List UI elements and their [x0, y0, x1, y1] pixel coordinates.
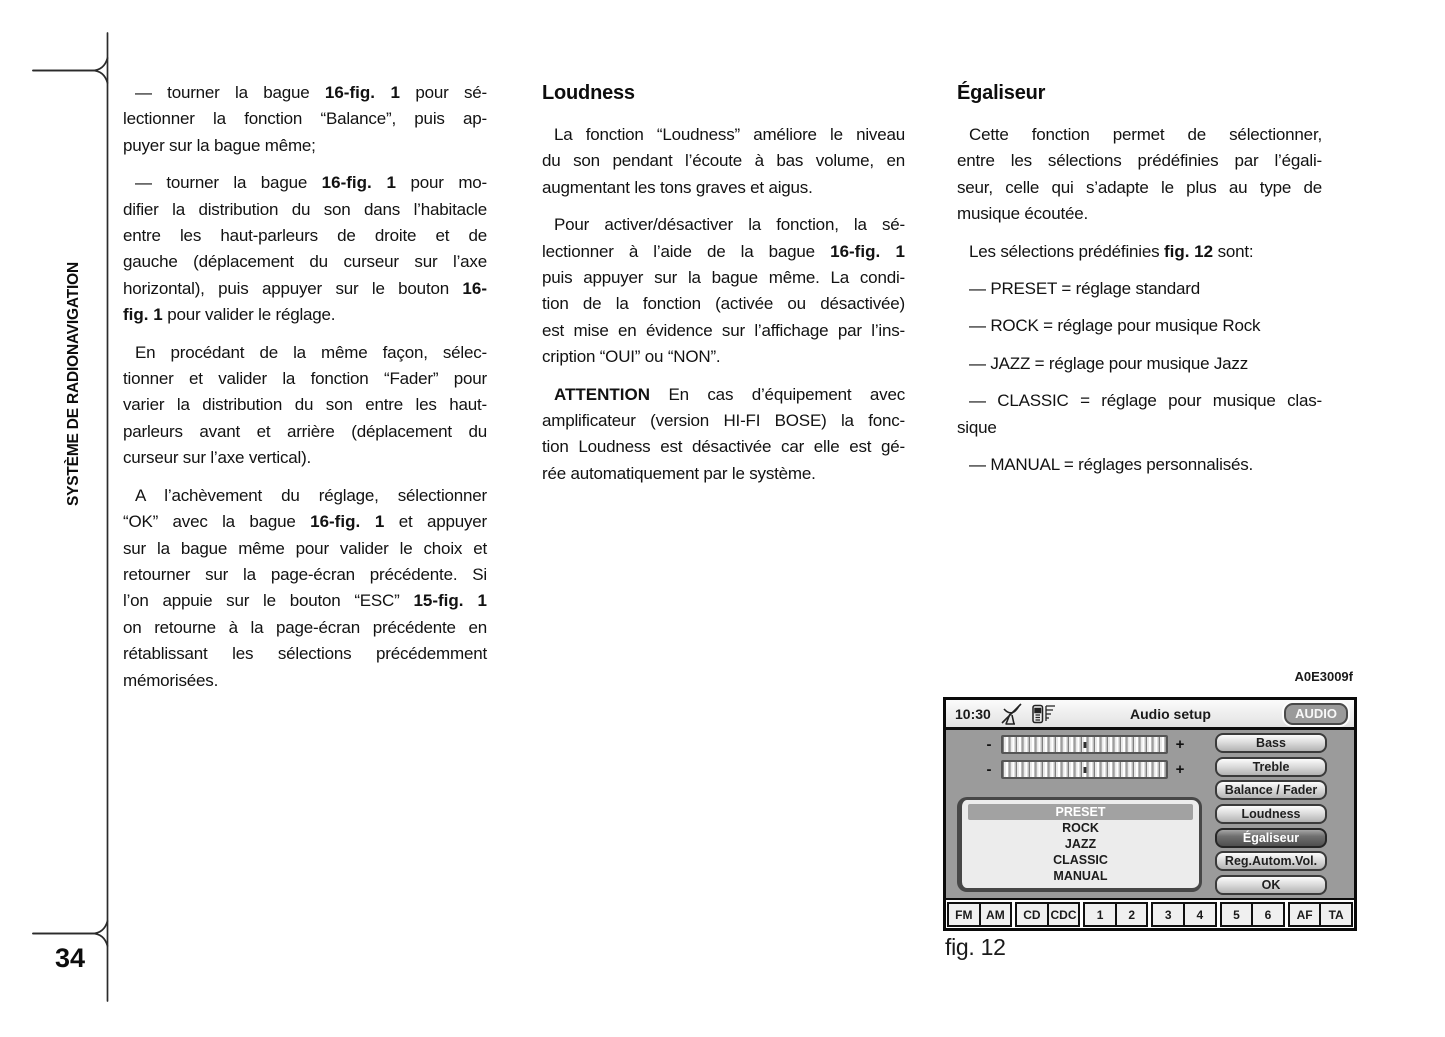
satellite-icon	[998, 702, 1024, 726]
text-line: tion de la fonction (activée ou désactivée)	[542, 294, 905, 314]
text-line: tionner et valider la fonction “Fader” pour	[123, 369, 487, 389]
source-keys-bar	[946, 900, 1354, 928]
text-line: Cette fonction permet de sélectionner,	[969, 125, 1322, 144]
paragraph	[542, 122, 905, 201]
menu-button-treble[interactable]: Treble	[1215, 757, 1327, 777]
text-line: sique	[957, 417, 997, 437]
text-line: augmentant les tons graves et aigus.	[542, 177, 813, 197]
section-heading-loudness: Loudness	[542, 82, 635, 104]
key-4[interactable]: 4	[1183, 902, 1217, 927]
preset-item-preset[interactable]: PRESET	[968, 804, 1193, 820]
preset-item-rock[interactable]: ROCK	[1062, 821, 1099, 835]
text-line: — CLASSIC = réglage pour musique clas-	[969, 391, 1322, 411]
column-2-body	[542, 122, 905, 487]
text-line: — JAZZ = réglage pour musique Jazz	[969, 353, 1249, 373]
column-2	[542, 80, 905, 498]
paragraph	[542, 212, 905, 370]
preset-item-classic[interactable]: CLASSIC	[1053, 853, 1108, 867]
text-line: La fonction “Loudness” améliore le niveau	[554, 125, 905, 144]
text-line: curseur sur l’axe vertical).	[123, 448, 312, 468]
slider-minus-label[interactable]: -	[986, 736, 992, 753]
paragraph	[542, 382, 905, 488]
menu-button-reg-autom-vol[interactable]: Reg.Autom.Vol.	[1215, 851, 1327, 871]
text-line: tion Loudness est désactivée car elle est gé-	[542, 437, 905, 457]
slider-minus-label[interactable]: -	[986, 761, 992, 778]
text-line: difier la distribution du son dans l’habitacle	[123, 199, 487, 219]
page-number: 34	[55, 943, 86, 973]
paragraph	[123, 80, 487, 159]
column-1	[123, 80, 487, 705]
key-ta[interactable]: TA	[1319, 902, 1353, 927]
text-line: cription “OUI” ou “NON”.	[542, 347, 721, 367]
text-line: puyer sur la bague même;	[123, 135, 316, 155]
text-line: Pour activer/désactiver la fonction, la sé-	[554, 215, 905, 235]
text-line: amplificateur (version HI-FI BOSE) la fonc-	[542, 411, 905, 431]
audio-source-badge[interactable]: AUDIO	[1284, 703, 1348, 725]
key-cd[interactable]: CD	[1015, 902, 1049, 927]
phone-signal-icon	[1031, 702, 1057, 726]
preset-item-jazz[interactable]: JAZZ	[1064, 837, 1097, 851]
key-cdc[interactable]: CDC	[1047, 902, 1081, 927]
column-3	[957, 80, 1322, 489]
key-af[interactable]: AF	[1288, 902, 1322, 927]
key-1[interactable]: 1	[1083, 902, 1117, 927]
text-line: on retourne à la page-écran précédente en	[123, 617, 487, 637]
text-line: entre les sélections prédéfinies par l’égali-	[957, 151, 1322, 171]
text-line: parleurs avant et arrière (déplacement du	[123, 421, 487, 441]
text-line: — PRESET = réglage standard	[969, 279, 1200, 299]
key-6[interactable]: 6	[1251, 902, 1285, 927]
text-line: rée automatiquement par le système.	[542, 463, 816, 483]
text-line: l’on appuie sur le bouton “ESC” 15-fig. 1	[123, 591, 487, 611]
text-line: mémorisées.	[123, 670, 219, 690]
manual-page: SYSTÈME DE RADIONAVIGATION 34 — tourner la bague 16-fig. 1 pour sé- lectionner la fonction “Balance”, puis ap- puyer sur la bague même; — tourner la bague 16-fig. 1 pour mo- difier la distribution du son dans l’habitacle entre les haut-parleurs de droite et de gauche (déplacement du curseur sur l’axe horizontal), puis appuyer sur le bouton 16- fig. 1 pour valider le réglage. En procédant de la même façon, sélec- tionner et valider la fonction “Fader” pour varier la distribution du son entre les haut- parleurs avant et arrière (déplacement du curseur sur l’axe vertical). A l’achèvement du réglage, sélectionner “OK” avec la bague 16-fig. 1 et appuyer sur la bague même pour valider le choix et retourner sur la page-écran précédente. Si l’on appuie sur le bouton “ESC” 15-fig. 1 on retourne à la page-écran précédente en rétablissant les sélections précédemment mémorisées. Loudness La fonction “Loudness” améliore le niveau du son pendant l’écoute à bas volume, en augmentant les tons graves et aigus. Pour activer/désactiver la fonction, la sé- lectionner à l’aide de la bague 16-fig. 1 puis appuyer sur la bague même. La condi- tion de la fonction (activée ou désactivée) est mise en évidence sur l’affichage par l’ins- cription “OUI” ou “NON”. ATTENTION En cas d’équipement avec amplificateur (version HI-FI BOSE) la fonc- tion Loudness est désactivée car elle est gé- rée automatiquement par le système. Égaliseur Cette fonction permet de sélectionner, entre les sélections prédéfinies par l’égali- seur, celle qui s’adapte le plus au type de musique écoutée. Les sélections prédéfinies fig. 12 sont: — PRESET = réglage standard — ROCK = réglage pour musique Rock — JAZZ = réglage pour musique Jazz — CLASSIC = réglage pour musique clas- sique — MANUAL = réglages personnalisés. A0E3009f 10:30 Audio setup AUDIO - + - + PRESET ROCK JAZZ CLASSIC MANUAL Bass Treble Balance / Fader Loudness Égaliseur Reg.Autom.Vol. OK FM AM CD CDC 1 2 3 4 5 6 AF TA fig. 12	[0, 0, 1445, 1037]
screen-title: Audio setup	[1130, 705, 1211, 722]
text-line: ATTENTION En cas d’équipement avec	[554, 384, 905, 404]
key-2[interactable]: 2	[1115, 902, 1149, 927]
paragraph	[957, 239, 1322, 265]
audio-menu-buttons	[1215, 733, 1327, 895]
paragraph	[957, 452, 1322, 478]
level-sliders	[984, 735, 1185, 779]
figure-caption: fig. 12	[945, 934, 1006, 960]
menu-button-bass[interactable]: Bass	[1215, 733, 1327, 753]
text-line: seur, celle qui s’adapte le plus au type de	[957, 177, 1322, 197]
slider-row-1	[984, 735, 1185, 754]
screen-body	[946, 730, 1354, 900]
text-line: fig. 1 pour valider le réglage.	[123, 305, 336, 325]
text-line: musique écoutée.	[957, 204, 1088, 224]
screen-status-bar	[946, 700, 1354, 730]
figure-reference-code: A0E3009f	[1294, 669, 1353, 684]
equalizer-preset-list	[957, 797, 1202, 892]
text-line: varier la distribution du son entre les haut-	[123, 395, 487, 415]
text-line: sur la bague même pour valider le choix et	[123, 538, 487, 558]
key-fm[interactable]: FM	[947, 902, 981, 927]
clock-time: 10:30	[955, 705, 991, 722]
text-line: lectionner la fonction “Balance”, puis ap-	[123, 109, 487, 129]
text-line: Les sélections prédéfinies fig. 12 sont:	[969, 241, 1254, 261]
text-line: — tourner la bague 16-fig. 1 pour mo-	[135, 173, 487, 193]
menu-button-ok[interactable]: OK	[1215, 875, 1327, 895]
text-line: horizontal), puis appuyer sur le bouton 16-	[123, 278, 487, 298]
slider-plus-label[interactable]: +	[1175, 761, 1185, 778]
text-line: est mise en évidence sur l’affichage par l’ins-	[542, 320, 905, 340]
slider-row-2	[984, 760, 1185, 779]
slider-plus-label[interactable]: +	[1175, 736, 1185, 753]
paragraph	[957, 351, 1322, 377]
text-line: du son pendant l’écoute à bas volume, en	[542, 151, 905, 171]
paragraph	[957, 388, 1322, 441]
key-am[interactable]: AM	[979, 902, 1013, 927]
text-line: A l’achèvement du réglage, sélectionner	[135, 485, 487, 505]
text-line: lectionner à l’aide de la bague 16-fig. 1	[542, 241, 905, 261]
paragraph	[123, 340, 487, 472]
menu-button-loudness[interactable]: Loudness	[1215, 804, 1327, 824]
text-line: retourner sur la page-écran précédente. Si	[123, 564, 487, 584]
paragraph	[957, 122, 1322, 228]
column-3-body	[957, 122, 1322, 478]
paragraph	[957, 313, 1322, 339]
text-line: entre les haut-parleurs de droite et de	[123, 226, 487, 246]
paragraph	[957, 276, 1322, 302]
text-line: — tourner la bague 16-fig. 1 pour sé-	[135, 83, 487, 102]
text-line: — MANUAL = réglages personnalisés.	[969, 455, 1254, 475]
key-5[interactable]: 5	[1220, 902, 1254, 927]
menu-button-balance-fader[interactable]: Balance / Fader	[1215, 780, 1327, 800]
text-line: En procédant de la même façon, sélec-	[135, 342, 487, 362]
section-heading-egaliseur: Égaliseur	[957, 82, 1046, 104]
preset-item-manual[interactable]: MANUAL	[1053, 869, 1108, 883]
text-line: — ROCK = réglage pour musique Rock	[969, 316, 1261, 336]
menu-button-galiseur[interactable]: Égaliseur	[1215, 828, 1327, 848]
paragraph	[123, 483, 487, 694]
text-line: “OK” avec la bague 16-fig. 1 et appuyer	[123, 512, 487, 532]
slider-level-strip[interactable]	[1001, 735, 1168, 754]
text-line: rétablissant les sélections précédemment	[123, 644, 487, 664]
slider-level-strip[interactable]	[1001, 760, 1168, 779]
audio-setup-screen	[943, 697, 1357, 931]
text-line: puis appuyer sur la bague même. La condi-	[542, 268, 905, 288]
text-line: gauche (déplacement du curseur sur l’axe	[123, 252, 487, 272]
paragraph	[123, 170, 487, 328]
key-3[interactable]: 3	[1151, 902, 1185, 927]
